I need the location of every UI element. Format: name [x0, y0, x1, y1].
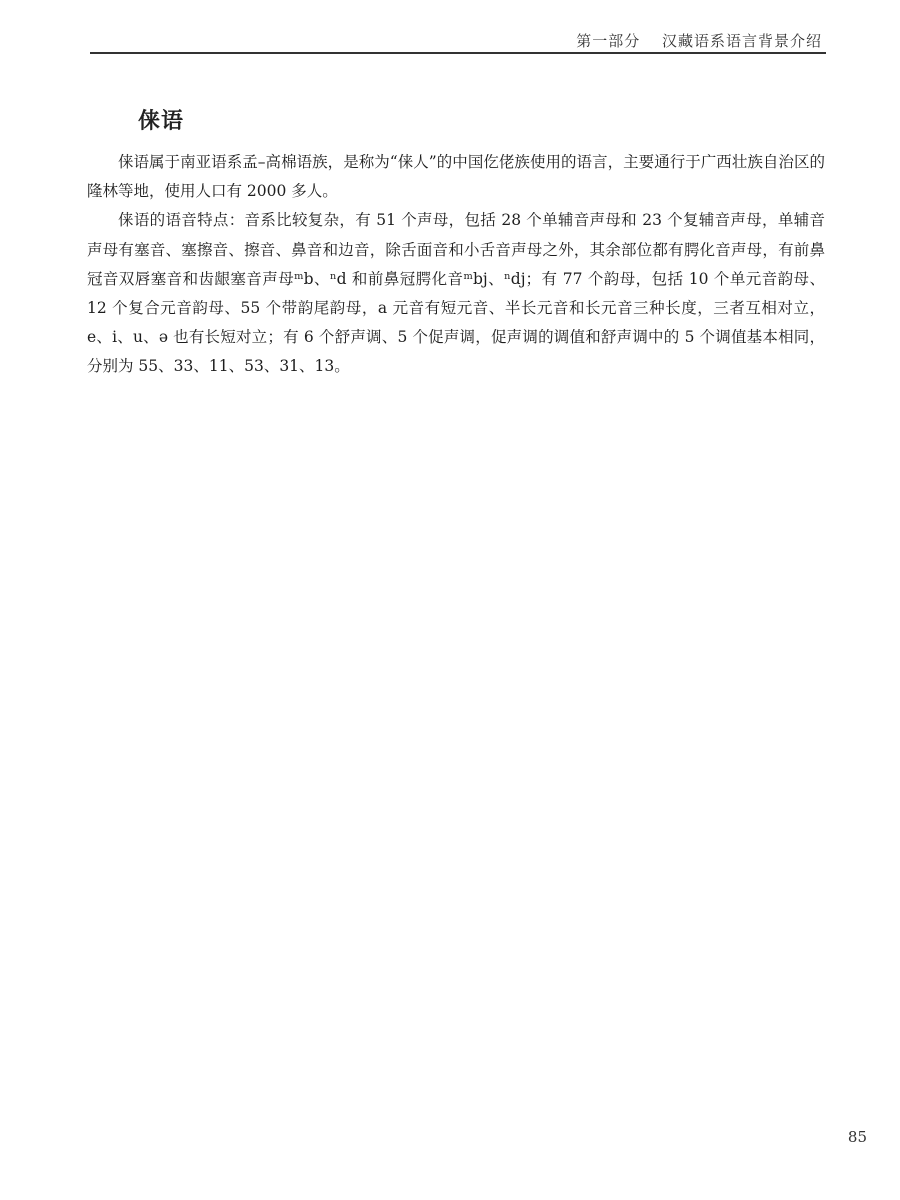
page-number: 85	[847, 1128, 867, 1146]
paragraph-phonetics: 俫语的语音特点：音系比较复杂，有 51 个声母，包括 28 个单辅音声母和 23 个复辅音声母，单辅音声母有塞音、塞擦音、擦音、鼻音和边音，除舌面音和小舌音声母之外，其余部位都有腭化音声母，有前鼻冠音双唇塞音和齿龈塞音声母ᵐb、ⁿd 和前鼻冠腭化音ᵐbj、ⁿdj；有 77 个韵母，包括 10 个单元音韵母、12 个复合元音韵母、55 个带韵尾韵母，a 元音有短元音、半长元音和长元音三种长度，三者互相对立，e、i、u、ə 也有长短对立；有 6 个舒声调、5 个促声调，促声调的调值和舒声调中的 5 个调值基本相同，分别为 55、33、11、53、31、13。	[87, 211, 826, 376]
header-rule	[90, 52, 826, 54]
header-title: 汉藏语系语言背景介绍	[661, 32, 822, 50]
header-part-label: 第一部分	[576, 32, 641, 50]
body-text	[87, 148, 825, 382]
section-title: 俫语	[138, 109, 185, 134]
running-header	[576, 30, 822, 51]
paragraph-intro: 俫语属于南亚语系孟–高棉语族，是称为“俫人”的中国仡佬族使用的语言，主要通行于广西壮族自治区的隆林等地，使用人口有 2000 多人。	[87, 153, 825, 201]
